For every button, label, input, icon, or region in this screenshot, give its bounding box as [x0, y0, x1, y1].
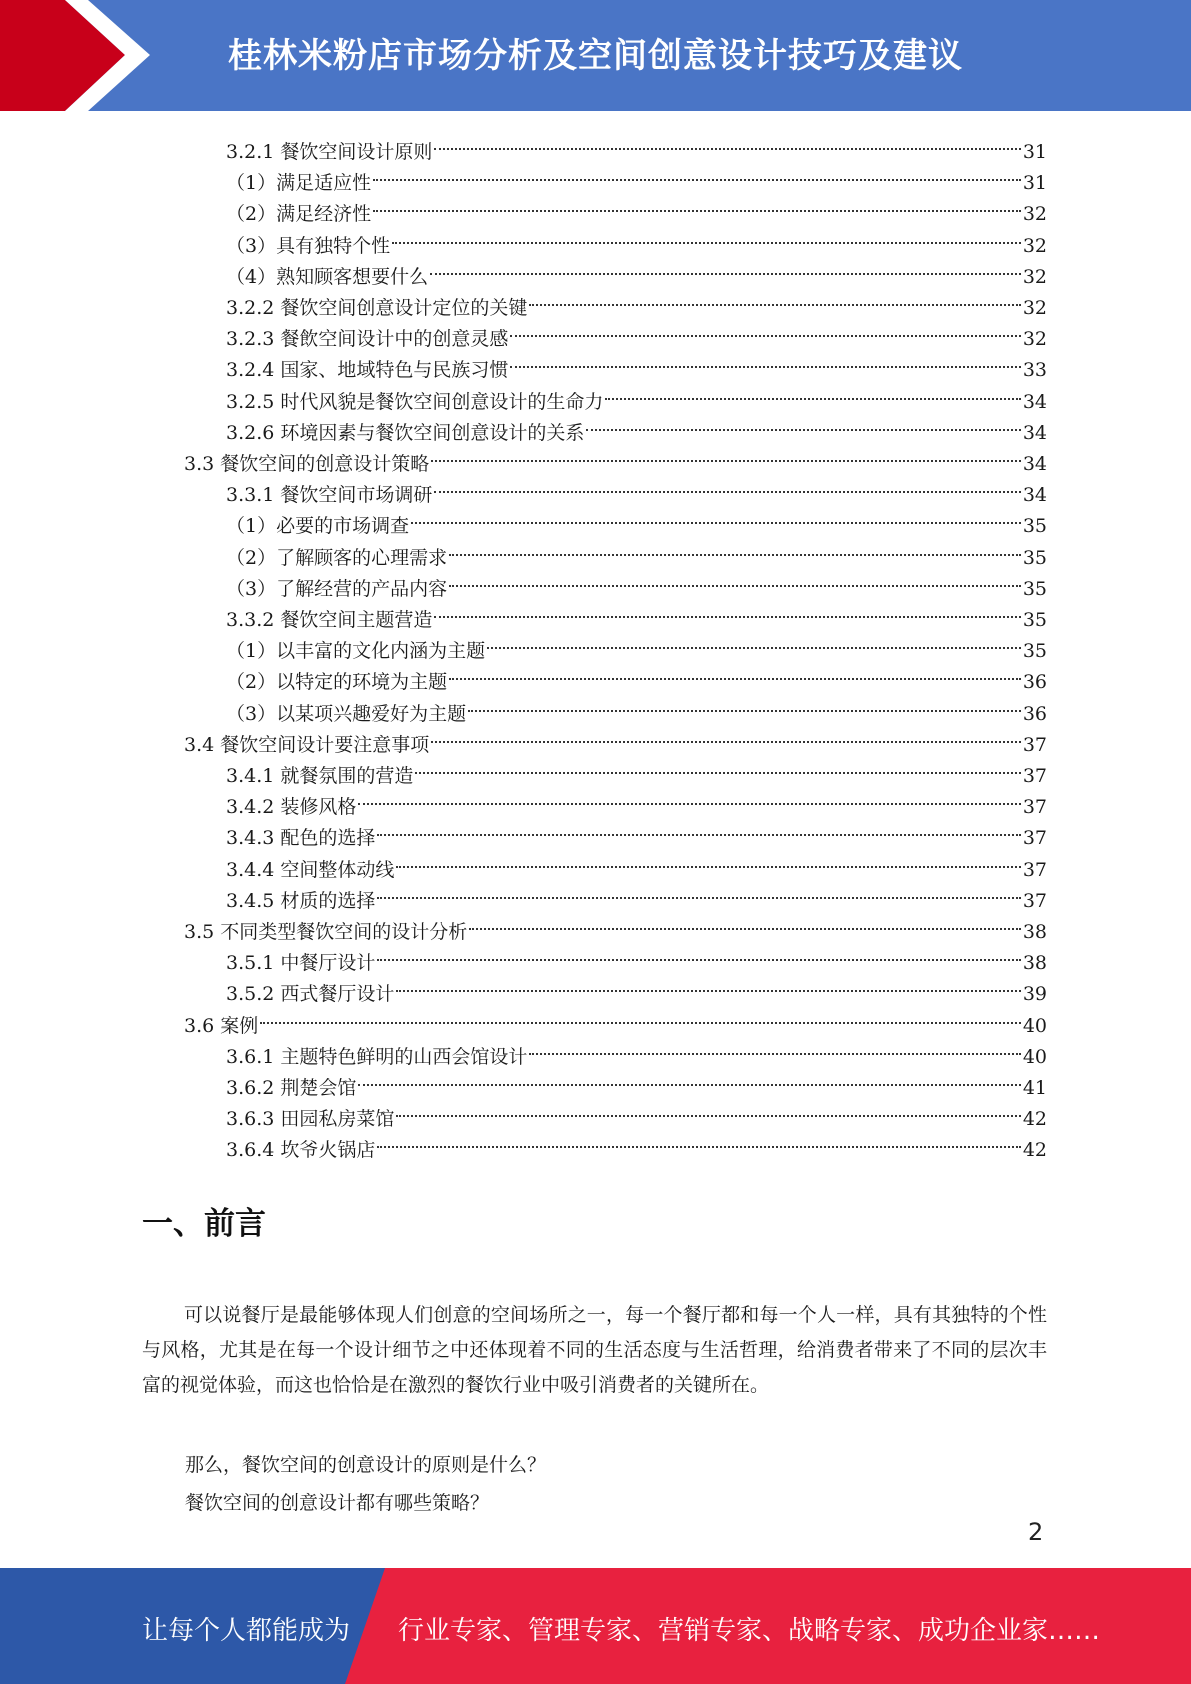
toc-entry[interactable] — [226, 970, 1047, 1005]
toc-dot-leader — [469, 908, 1023, 938]
toc-dot-leader — [434, 596, 1022, 626]
toc-dot-leader — [431, 440, 1023, 470]
toc-entry-label: 3.5.2 西式餐厅设计 — [226, 983, 395, 1005]
toc-dot-leader — [449, 658, 1023, 688]
toc-dot-leader — [468, 690, 1023, 720]
toc-entry[interactable] — [226, 783, 1047, 818]
toc-entry[interactable] — [226, 877, 1047, 912]
toc-entry-label: 3.5.1 中餐厅设计 — [226, 952, 376, 974]
toc-entry-label: 3.4.5 材质的选择 — [226, 890, 376, 912]
toc-entry[interactable] — [226, 471, 1047, 506]
toc-entry-label: 3.6.4 坎爷火锅店 — [226, 1139, 376, 1161]
toc-entry-label: 3.6.2 荆楚会馆 — [226, 1077, 357, 1099]
toc-entry[interactable] — [226, 315, 1047, 350]
footer-slogan-right: 行业专家、管理专家、营销专家、战略专家、成功企业家…… — [398, 1616, 1101, 1646]
toc-entry-page: 37 — [1022, 827, 1047, 849]
page-footer — [0, 1568, 1191, 1684]
toc-entry-page: 31 — [1022, 141, 1047, 163]
toc-entry[interactable] — [226, 190, 1047, 225]
toc-entry-page: 37 — [1022, 859, 1047, 881]
toc-entry-label: 3.4.2 装修风格 — [226, 796, 357, 818]
toc-entry-label: 3.4.3 配色的选择 — [226, 827, 376, 849]
toc-entry-page: 37 — [1022, 734, 1047, 756]
question-line-2: 餐饮空间的创意设计都有哪些策略？ — [185, 1492, 490, 1514]
toc-dot-leader — [396, 970, 1022, 1000]
toc-entry-label: 3.2.5 时代风貌是餐饮空间创意设计的生命力 — [226, 391, 604, 413]
toc-entry-label: 3.4 餐饮空间设计要注意事项 — [184, 734, 430, 756]
toc-dot-leader — [431, 721, 1023, 751]
toc-entry-page: 32 — [1022, 297, 1047, 319]
toc-entry-page: 32 — [1022, 235, 1047, 257]
toc-entry-page: 38 — [1022, 952, 1047, 974]
toc-dot-leader — [373, 159, 1023, 189]
toc-entry[interactable] — [226, 627, 1047, 662]
toc-entry[interactable] — [226, 502, 1047, 537]
toc-dot-leader — [449, 534, 1023, 564]
toc-entry[interactable] — [226, 939, 1047, 974]
toc-entry-page: 35 — [1022, 609, 1047, 631]
toc-entry-page: 41 — [1022, 1077, 1047, 1099]
toc-dot-leader — [377, 939, 1022, 969]
toc-entry-page: 37 — [1022, 765, 1047, 787]
toc-dot-leader — [377, 877, 1022, 907]
toc-entry-page: 39 — [1022, 983, 1047, 1005]
toc-entry[interactable] — [226, 159, 1047, 194]
toc-entry-page: 35 — [1022, 578, 1047, 600]
toc-entry-page: 34 — [1022, 391, 1047, 413]
toc-entry[interactable] — [226, 690, 1047, 725]
toc-dot-leader — [392, 222, 1023, 252]
toc-dot-leader — [377, 814, 1022, 844]
toc-entry-page: 40 — [1022, 1015, 1047, 1037]
toc-entry[interactable] — [226, 534, 1047, 569]
toc-entry-page: 32 — [1022, 328, 1047, 350]
toc-entry[interactable] — [226, 814, 1047, 849]
toc-dot-leader — [510, 315, 1022, 345]
toc-dot-leader — [586, 409, 1022, 439]
toc-entry[interactable] — [226, 346, 1047, 381]
toc-entry[interactable] — [226, 596, 1047, 631]
toc-entry-page: 40 — [1022, 1046, 1047, 1068]
toc-dot-leader — [529, 1033, 1022, 1063]
toc-dot-leader — [260, 1002, 1023, 1032]
toc-entry-page: 33 — [1022, 359, 1047, 381]
toc-entry-label: （1）满足适应性 — [226, 172, 372, 194]
toc-dot-leader — [377, 1126, 1022, 1156]
toc-entry[interactable] — [226, 1033, 1047, 1068]
toc-entry[interactable] — [226, 409, 1047, 444]
toc-entry-label: 3.3.1 餐饮空间市场调研 — [226, 484, 433, 506]
document-title: 桂林米粉店市场分析及空间创意设计技巧及建议 — [228, 36, 963, 76]
section-heading: 一、前言 — [142, 1206, 266, 1242]
toc-dot-leader — [510, 346, 1022, 376]
toc-entry-label: 3.4.1 就餐氛围的营造 — [226, 765, 414, 787]
toc-dot-leader — [373, 190, 1023, 220]
toc-dot-leader — [434, 471, 1022, 501]
toc-entry-page: 31 — [1022, 172, 1047, 194]
toc-entry-label: 3.2.6 环境因素与餐饮空间创意设计的关系 — [226, 422, 585, 444]
toc-entry[interactable] — [226, 253, 1047, 288]
toc-dot-leader — [358, 1064, 1022, 1094]
toc-entry[interactable] — [226, 222, 1047, 257]
toc-entry-label: 3.2.2 餐饮空间创意设计定位的关键 — [226, 297, 528, 319]
toc-entry-label: 3.6 案例 — [184, 1015, 259, 1037]
toc-entry-label: （3）了解经营的产品内容 — [226, 578, 448, 600]
toc-entry-label: （4）熟知顾客想要什么 — [226, 266, 429, 288]
toc-entry[interactable] — [226, 565, 1047, 600]
toc-entry[interactable] — [226, 1126, 1047, 1161]
toc-dot-leader — [358, 783, 1022, 813]
toc-entry-page: 36 — [1022, 671, 1047, 693]
toc-entry-label: 3.4.4 空间整体动线 — [226, 859, 395, 881]
toc-entry-label: （1）以丰富的文化内涵为主题 — [226, 640, 486, 662]
toc-entry[interactable] — [226, 752, 1047, 787]
toc-entry[interactable] — [226, 378, 1047, 413]
toc-entry[interactable] — [226, 1095, 1047, 1130]
toc-entry-page: 32 — [1022, 266, 1047, 288]
toc-entry-label: （1）必要的市场调查 — [226, 515, 410, 537]
toc-entry-label: （3）以某项兴趣爱好为主题 — [226, 703, 467, 725]
toc-entry-label: 3.5 不同类型餐饮空间的设计分析 — [184, 921, 468, 943]
toc-entry-page: 35 — [1022, 640, 1047, 662]
toc-dot-leader — [487, 627, 1023, 657]
toc-entry-label: 3.2.1 餐饮空间设计原则 — [226, 141, 433, 163]
toc-entry-label: 3.3 餐饮空间的创意设计策略 — [184, 453, 430, 475]
toc-entry[interactable] — [184, 1002, 1047, 1037]
toc-entry-label: （2）满足经济性 — [226, 203, 372, 225]
toc-entry[interactable] — [184, 908, 1047, 943]
page-header — [0, 0, 1191, 111]
toc-entry-page: 37 — [1022, 796, 1047, 818]
toc-entry-label: 3.6.3 田园私房菜馆 — [226, 1108, 395, 1130]
toc-entry-label: 3.3.2 餐饮空间主题营造 — [226, 609, 433, 631]
toc-dot-leader — [430, 253, 1023, 283]
toc-entry-page: 35 — [1022, 547, 1047, 569]
toc-entry[interactable] — [184, 440, 1047, 475]
toc-entry[interactable] — [226, 128, 1047, 163]
toc-entry[interactable] — [226, 284, 1047, 319]
toc-dot-leader — [529, 284, 1022, 314]
intro-paragraph: 可以说餐厅是最能够体现人们创意的空间场所之一，每一个餐厅都和每一个人一样，具有其独特的个性与风格，尤其是在每一个设计细节之中还体现着不同的生活态度与生活哲理，给消费者带来了不同的层次丰富的视觉体验，而这也恰恰是在激烈的餐饮行业中吸引消费者的关键所在。 — [142, 1304, 1047, 1396]
footer-slogan-left: 让每个人都能成为 — [142, 1616, 351, 1646]
toc-entry[interactable] — [226, 1064, 1047, 1099]
toc-dot-leader — [415, 752, 1022, 782]
toc-dot-leader — [434, 128, 1022, 158]
toc-entry-label: 3.6.1 主题特色鲜明的山西会馆设计 — [226, 1046, 528, 1068]
toc-entry-page: 42 — [1022, 1108, 1047, 1130]
toc-entry-page: 34 — [1022, 453, 1047, 475]
toc-entry-page: 42 — [1022, 1139, 1047, 1161]
toc-entry-page: 36 — [1022, 703, 1047, 725]
toc-entry-label: 3.2.4 国家、地域特色与民族习惯 — [226, 359, 509, 381]
toc-dot-leader — [396, 1095, 1022, 1125]
toc-dot-leader — [411, 502, 1023, 532]
toc-entry-label: （2）以特定的环境为主题 — [226, 671, 448, 693]
toc-entry[interactable] — [184, 721, 1047, 756]
toc-entry-label: （2）了解顾客的心理需求 — [226, 547, 448, 569]
page-number: 2 — [1028, 1518, 1044, 1546]
toc-entry-label: 3.2.3 餐飲空间设计中的创意灵感 — [226, 328, 509, 350]
toc-entry[interactable] — [226, 846, 1047, 881]
toc-entry-page: 34 — [1022, 484, 1047, 506]
toc-entry[interactable] — [226, 658, 1047, 693]
toc-entry-page: 32 — [1022, 203, 1047, 225]
toc-dot-leader — [396, 846, 1022, 876]
toc-entry-page: 37 — [1022, 890, 1047, 912]
toc-dot-leader — [449, 565, 1023, 595]
toc-entry-label: （3）具有独特个性 — [226, 235, 391, 257]
question-line-1: 那么，餐饮空间的创意设计的原则是什么？ — [185, 1454, 547, 1476]
toc-entry-page: 34 — [1022, 422, 1047, 444]
toc-entry-page: 35 — [1022, 515, 1047, 537]
toc-entry-page: 38 — [1022, 921, 1047, 943]
toc-dot-leader — [605, 378, 1022, 408]
